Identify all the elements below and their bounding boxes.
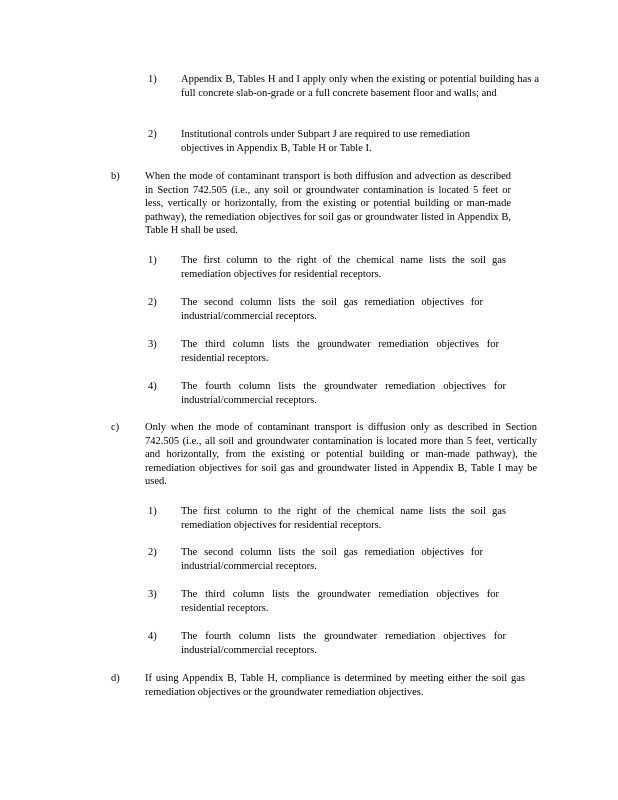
item-label: 1)	[148, 74, 157, 85]
item-text: The third column lists the groundwater remediation objectives for residential receptors.	[181, 589, 499, 614]
section-text: If using Appendix B, Table H, compliance is determined by meeting either the soil gas remediation objectives or the groundwater remediation objectives.	[145, 673, 525, 698]
item-label: 2)	[148, 547, 157, 558]
item-label: 1)	[148, 506, 157, 517]
item-text: The fourth column lists the groundwater remediation objectives for industrial/commercial receptors.	[181, 631, 506, 656]
section-label: c)	[111, 422, 120, 433]
item-text: The second column lists the soil gas remediation objectives for industrial/commercial receptors.	[181, 297, 483, 322]
item-text: The second column lists the soil gas remediation objectives for industrial/commercial receptors.	[181, 547, 483, 572]
section-text: Only when the mode of contaminant transport is diffusion only as described in Section 742.505 (i.e., all soil and groundwater contamination is located more than 5 feet, vertically and horizontally, from the existing or potential building or man-made pathway), the remediation objectives for soil gas and groundwater listed in Appendix B, Table I may be used.	[145, 422, 537, 487]
item-label: 3)	[148, 339, 157, 350]
item-label: 3)	[148, 589, 157, 600]
item-label: 4)	[148, 631, 157, 642]
section-label: d)	[111, 673, 120, 684]
item-text: Institutional controls under Subpart J are required to use remediation objectives in Appendix B, Table H or Table I.	[181, 129, 470, 154]
section-text: When the mode of contaminant transport is both diffusion and advection as described in Section 742.505 (i.e., any soil or groundwater contamination is located 5 feet or less, vertically or horizontally, from the existing or potential building or man-made pathway), the remediation objectives for soil gas or groundwater listed in Appendix B, Table H shall be used.	[145, 171, 511, 236]
item-label: 2)	[148, 297, 157, 308]
item-text: Appendix B, Tables H and I apply only when the existing or potential building has a full concrete slab-on-grade or a full concrete basement floor and walls; and	[181, 74, 539, 99]
item-label: 2)	[148, 129, 157, 140]
item-label: 4)	[148, 381, 157, 392]
item-label: 1)	[148, 255, 157, 266]
item-text: The first column to the right of the chemical name lists the soil gas remediation objectives for residential receptors.	[181, 506, 506, 531]
item-text: The third column lists the groundwater remediation objectives for residential receptors.	[181, 339, 499, 364]
item-text: The first column to the right of the chemical name lists the soil gas remediation objectives for residential receptors.	[181, 255, 506, 280]
item-text: The fourth column lists the groundwater remediation objectives for industrial/commercial receptors.	[181, 381, 506, 406]
section-label: b)	[111, 171, 120, 182]
